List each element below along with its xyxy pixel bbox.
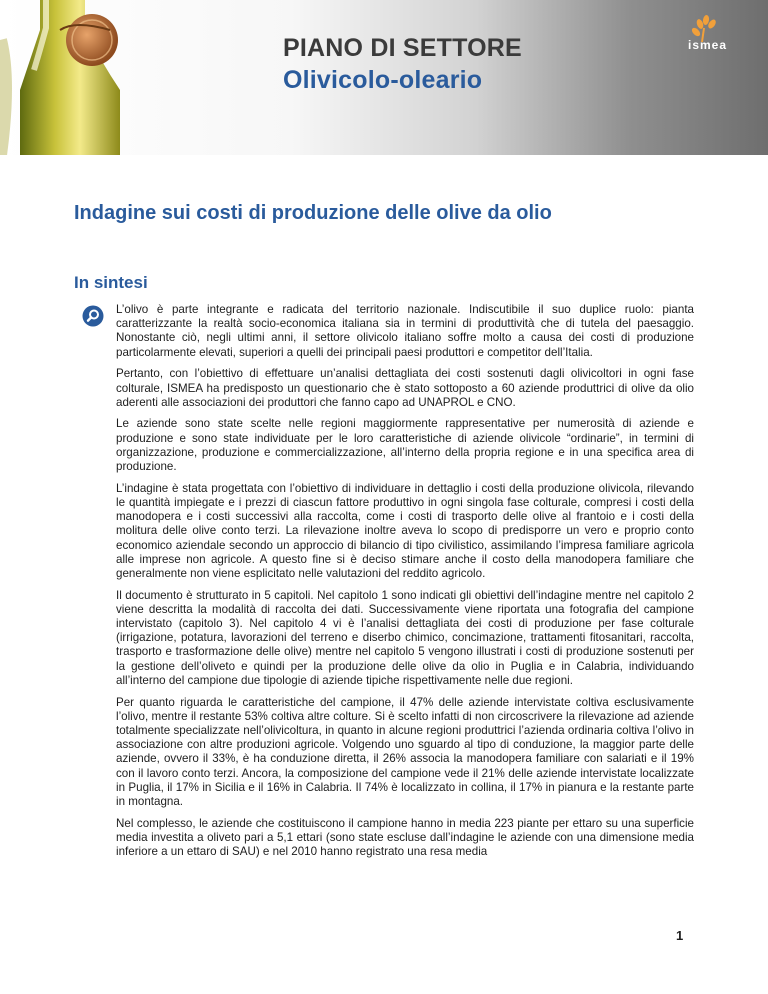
- summary-content: [116, 303, 694, 867]
- paragraph: Il documento è strutturato in 5 capitoli. Nel capitolo 1 sono indicati gli obiettivi dell’indagine mentre nel capitolo 2 viene descritta la modalità di raccolta dei dati. Successivamente viene riportata una fotografia del campione intervistato (capitolo 3). Nel capitolo 4 vi è l’analisi dettagliata dei costi di produzione per fase colturale (irrigazione, potatura, lavorazioni del terreno e diserbo chimico, concimazione, trattamenti fitosanitari, raccolta, trasporto e trasformazione delle olive) mentre nel capitolo 5 vengono illustrati i costi di produzione sostenuti per la gestione dell’oliveto e quindi per la produzione delle olive da olio in Puglia e in Calabria, individuando all’interno del campione due tipologie di aziende tipiche rispettivamente nelle due regioni.: [116, 588, 694, 687]
- section-title: In sintesi: [74, 273, 148, 292]
- paragraph: Pertanto, con l’obiettivo di effettuare un’analisi dettagliata dei costi sostenuti dagli olivicoltori in ogni fase colturale, ISMEA ha predisposto un questionario che è stato sottoposto a 60 aziende produttrici di olive da olio aderenti alle associazioni dei produttori che fanno capo ad UNAPROL e CNO.: [116, 367, 694, 409]
- olive-oil-bottle-image: [0, 0, 260, 155]
- paragraph: Per quanto riguarda le caratteristiche del campione, il 47% delle aziende intervistate coltiva esclusivamente l’olivo, mentre il restante 53% coltiva altre colture. Si è scelto infatti di non circoscrivere la rilevazione ad aziende totalmente specializzate nell’olivicoltura, in quanto in alcune regioni produttrici l’azienda ordinaria coltiva l’olivo in associazione con altre produzioni agricole. Volgendo uno sguardo al tipo di conduzione, la maggior parte delle aziende, ovvero il 33%, è ha conduzione diretta, il 26% associa la manodopera familiare con salariati e il 19% con il lavoro conto terzi. Ancora, la composizione del campione vede il 21% delle aziende intervistate localizzate in Puglia, il 17% in Sicilia e il 16% in Calabria. Il 74% è localizzato in collina, il 17% in pianura e la restante parte in montagna.: [116, 695, 694, 808]
- paragraph: Le aziende sono state scelte nelle regioni maggiormente rappresentative per numerosità di aziende e produzione e sono state individuate per le loro caratteristiche di aziende olivicole “ordinarie”, in termini di organizzazione, produzione e commercializzazione, all’interno della propria regione e in una specifica area di produzione.: [116, 417, 694, 474]
- header-title-line1: PIANO DI SETTORE: [283, 34, 522, 62]
- header-banner: [0, 0, 768, 155]
- ismea-logo-text: ismea: [688, 38, 728, 52]
- ismea-logo: [668, 12, 748, 62]
- paragraph: Nel complesso, le aziende che costituiscono il campione hanno in media 223 piante per ettaro su una superficie media investita a oliveto pari a 5,1 ettari (sono state escluse dall’indagine le aziende con una dimensione media inferiore a un ettaro di SAU) e nel 2010 hanno registrato una resa media: [116, 816, 694, 859]
- page-number: 1: [676, 928, 684, 943]
- magnifier-icon: [82, 305, 104, 327]
- paragraph: L’olivo è parte integrante e radicata del territorio nazionale. Indiscutibile il suo duplice ruolo: pianta caratterizzante la realtà socio-economica italiana sia in termini di produttività che di tutela del paesaggio. Nonostante ciò, negli ultimi anni, il settore olivicolo italiano soffre molto a causa dei costi di produzione particolarmente elevati, superiori a quelli dei principali paesi produttori e competitor dell’Italia.: [116, 303, 694, 359]
- document-title: Indagine sui costi di produzione delle olive da olio: [74, 202, 552, 224]
- header-title-line2: Olivicolo-oleario: [283, 66, 483, 94]
- paragraph: L’indagine è stata progettata con l’obiettivo di individuare in dettaglio i costi della produzione olivicola, rilevando le quantità impiegate e i prezzi di ciascun fattore produttivo in ogni singola fase colturale, compresi i costi della manodopera e i costi successivi alla raccolta, come i costi di trasporto delle olive al frantoio e i costi della molitura delle olive conto terzi. La rilevazione inoltre aveva lo scopo di predisporre un vero e proprio conto economico aziendale secondo un approccio di bilancio di tipo civilistico, assimilando l’impresa familiare agricola alle imprese non agricole. A questo fine si è deciso stimare anche il costo della manodopera familiare che generalmente non viene esplicitato nelle valutazioni del reddito agricolo.: [116, 481, 694, 580]
